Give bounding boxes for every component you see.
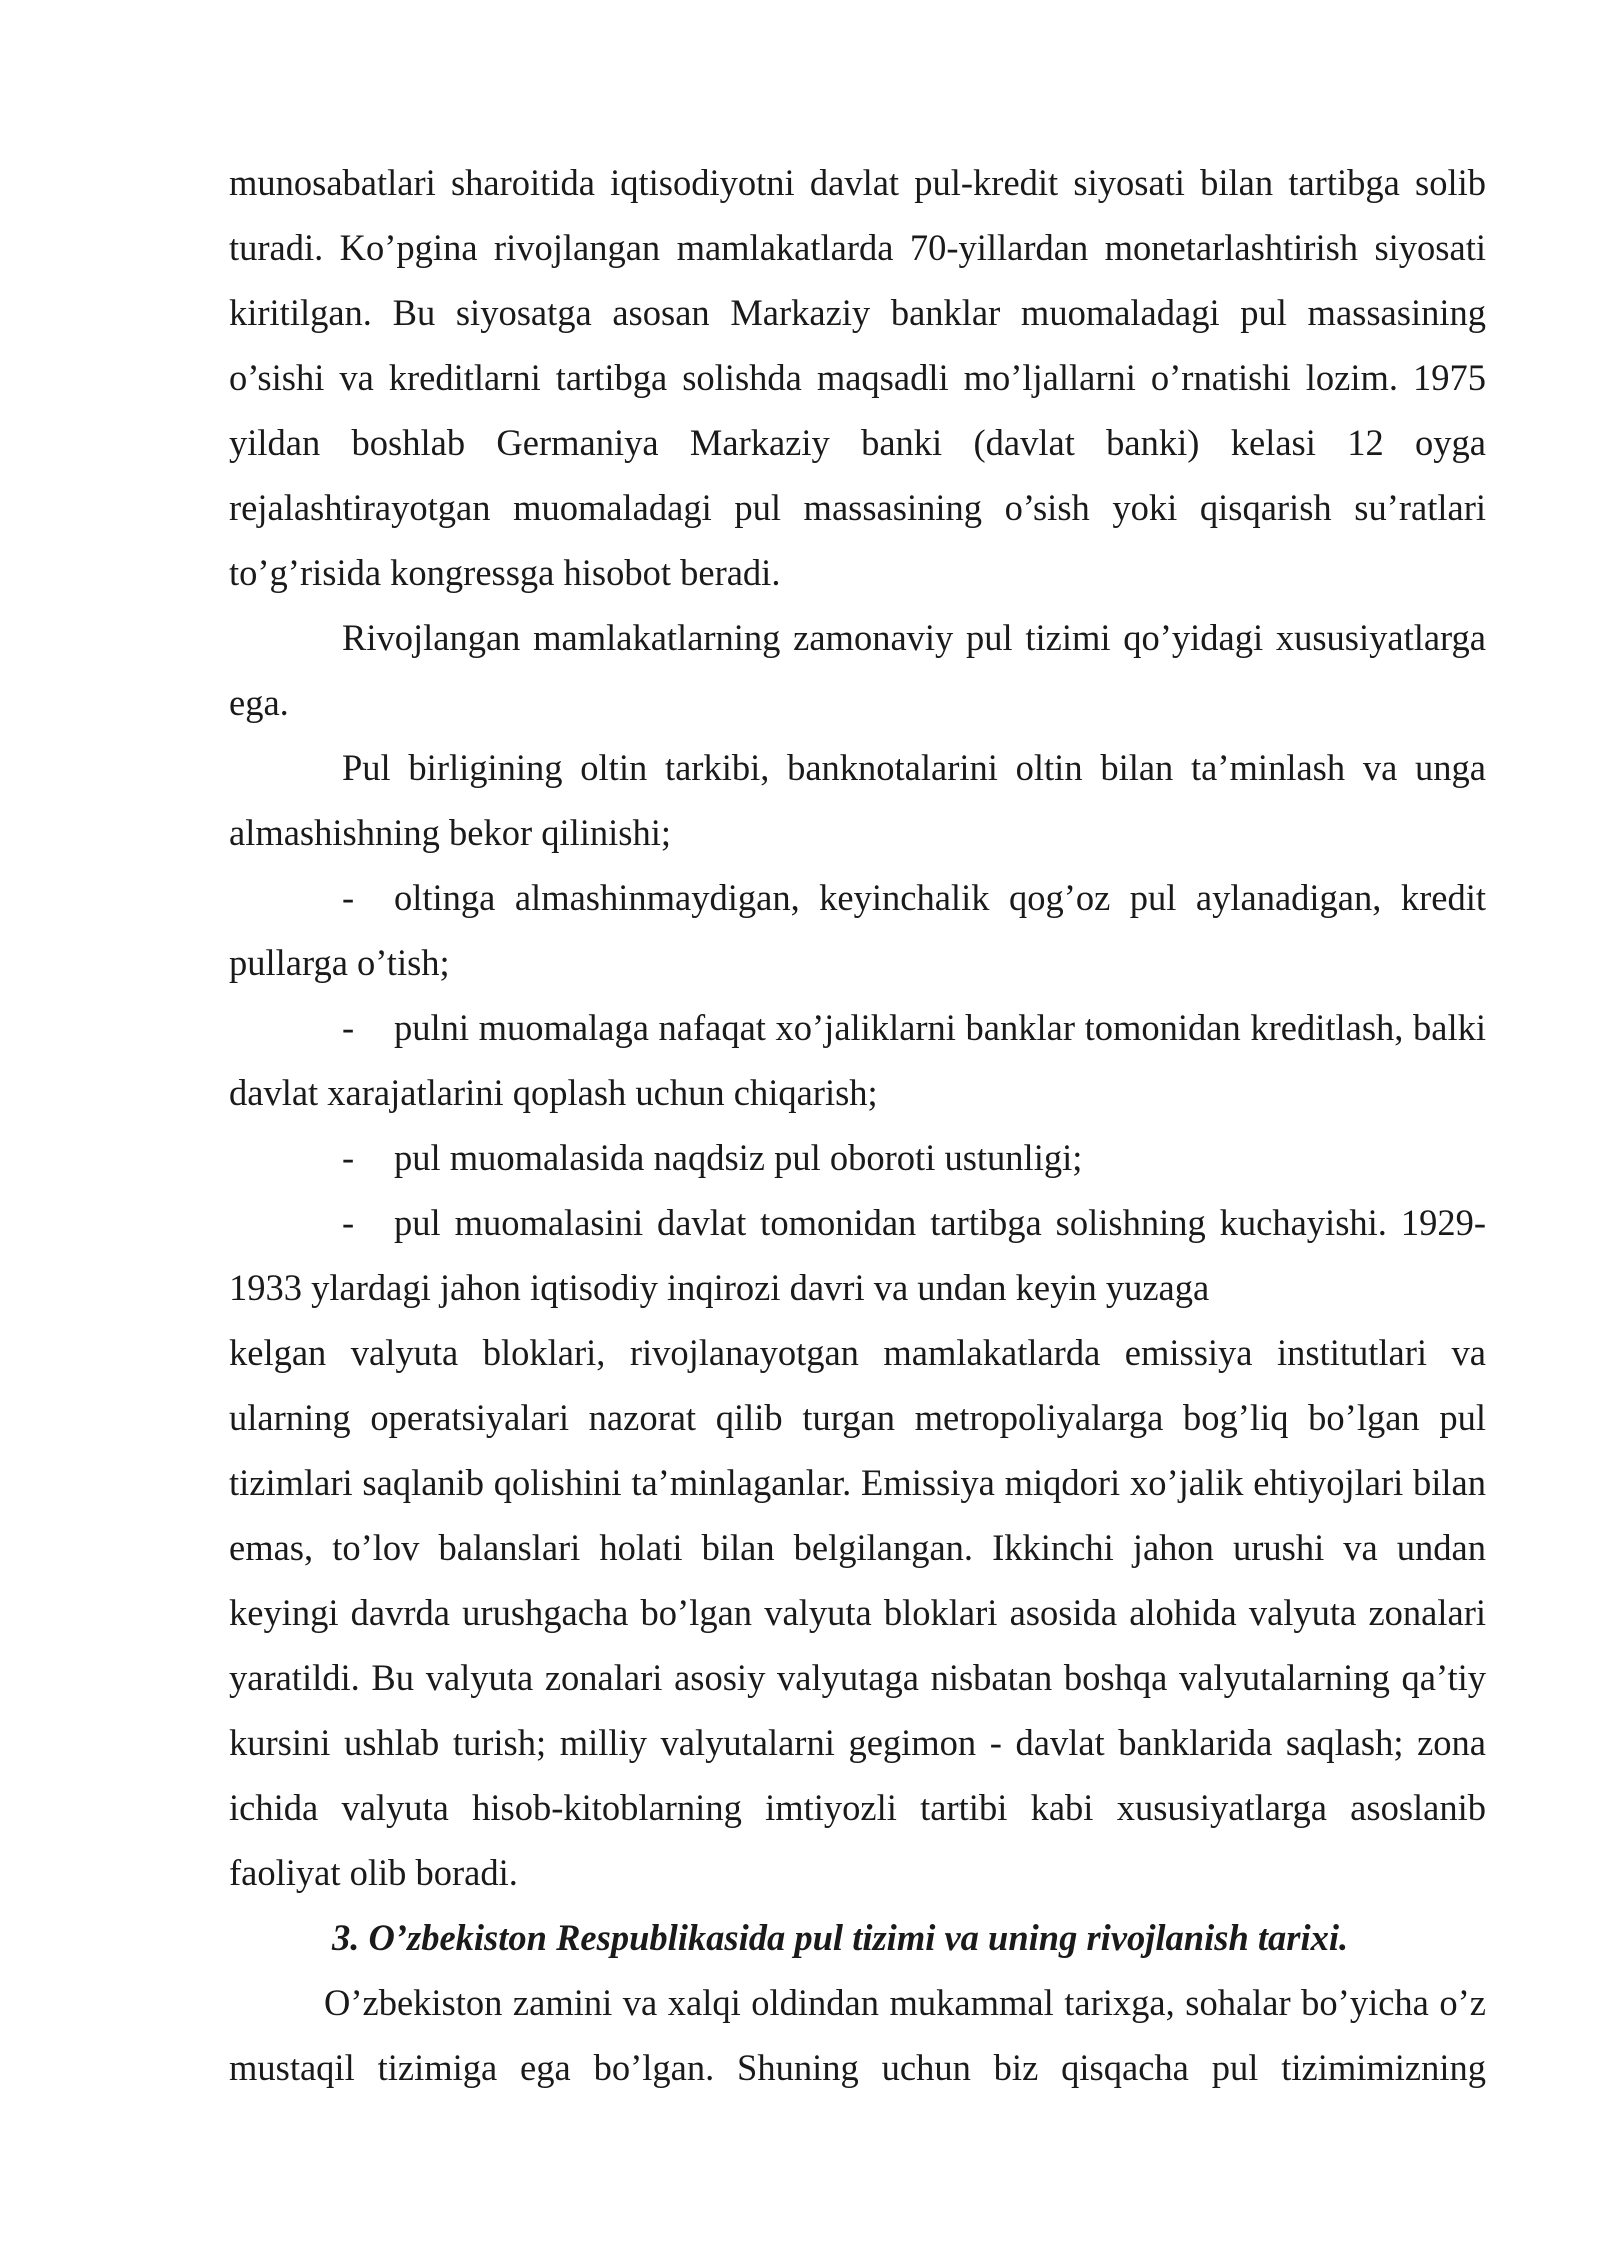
paragraph-gold-content: Pul birligining oltin tarkibi, banknotalarini oltin bilan ta’minlash va unga almashishning bekor qilinishi; bbox=[229, 747, 1486, 853]
list-item bbox=[229, 1125, 1486, 1190]
list-dash: - bbox=[342, 1202, 355, 1243]
list-dash: - bbox=[342, 877, 355, 918]
list-item-text: pul muomalasini davlat tomonidan tartibga solishning kuchayishi. 1929- bbox=[394, 1202, 1486, 1243]
list-item bbox=[229, 865, 1486, 995]
paragraph-uzbekistan-history: O’zbekiston zamini va xalqi oldindan mukammal tarixga, sohalar bo’yicha o’z mustaqil tizimiga ega bo’lgan. Shuning uchun biz qisqacha pul tizimimizning bbox=[229, 1982, 1486, 2088]
paragraph-monetary-policy: munosabatlari sharoitida iqtisodiyotni davlat pul-kredit siyosati bilan tartibga solib turadi. Ko’pgina rivojlangan mamlakatlarda 70-yillardan monetarlashtirish siyosati kiritilgan. Bu siyosatga asosan Markaziy banklar muomaladagi pul massasining o’sishi va kreditlarni tartibga solishda maqsadli mo’ljallarni o’rnatishi lozim. 1975 yildan boshlab Germaniya Markaziy banki (davlat banki) kelasi 12 oyga rejalashtirayotgan muomaladagi pul massasining o’sish yoki qisqarish su’ratlari to’g’risida kongressga hisobot beradi. bbox=[229, 162, 1486, 593]
list-item bbox=[229, 1190, 1486, 1255]
paragraph-currency-blocs: kelgan valyuta bloklari, rivojlanayotgan mamlakatlarda emissiya institutlari va ularning operatsiyalari nazorat qilib turgan metropoliyalarga bog’liq bo’lgan pul tizimlari saqlanib qolishini ta’minlaganlar. Emissiya miqdori xo’jalik ehtiyojlari bilan emas, to’lov balanslari holati bilan belgilangan. Ikkinchi jahon urushi va undan keyingi davrda urushgacha bo’lgan valyuta bloklari asosida alohida valyuta zonalari yaratildi. Bu valyuta zonalari asosiy valyutaga nisbatan boshqa valyutalarning qa’tiy kursini ushlab turish; milliy valyutalarni gegimon - davlat banklarida saqlash; zona ichida valyuta hisob-kitoblarning imtiyozli tartibi kabi xususiyatlarga asoslanib faoliyat olib boradi. bbox=[229, 1332, 1486, 1893]
paragraph-crisis-line: 1933 ylardagi jahon iqtisodiy inqirozi davri va undan keyin yuzaga bbox=[229, 1267, 1210, 1308]
list-item bbox=[229, 995, 1486, 1125]
list-item-text: pul muomalasida naqdsiz pul oboroti ustunligi; bbox=[394, 1137, 1083, 1178]
document-body bbox=[229, 150, 1486, 2100]
section-heading: 3. O’zbekiston Respublikasida pul tizimi va uning rivojlanish tarixi. bbox=[332, 1917, 1349, 1958]
list-item-text: oltinga almashinmaydigan, keyinchalik qog’oz pul aylanadigan, kredit pullarga o’tish; bbox=[229, 877, 1486, 983]
list-dash: - bbox=[342, 1137, 355, 1178]
list-item-text: pulni muomalaga nafaqat xo’jaliklarni banklar tomonidan kreditlash, balki davlat xarajatlarini qoplash uchun chiqarish; bbox=[229, 1007, 1486, 1113]
list-dash: - bbox=[342, 1007, 355, 1048]
paragraph-modern-money-system: Rivojlangan mamlakatlarning zamonaviy pul tizimi qo’yidagi xususiyatlarga ega. bbox=[229, 617, 1486, 723]
